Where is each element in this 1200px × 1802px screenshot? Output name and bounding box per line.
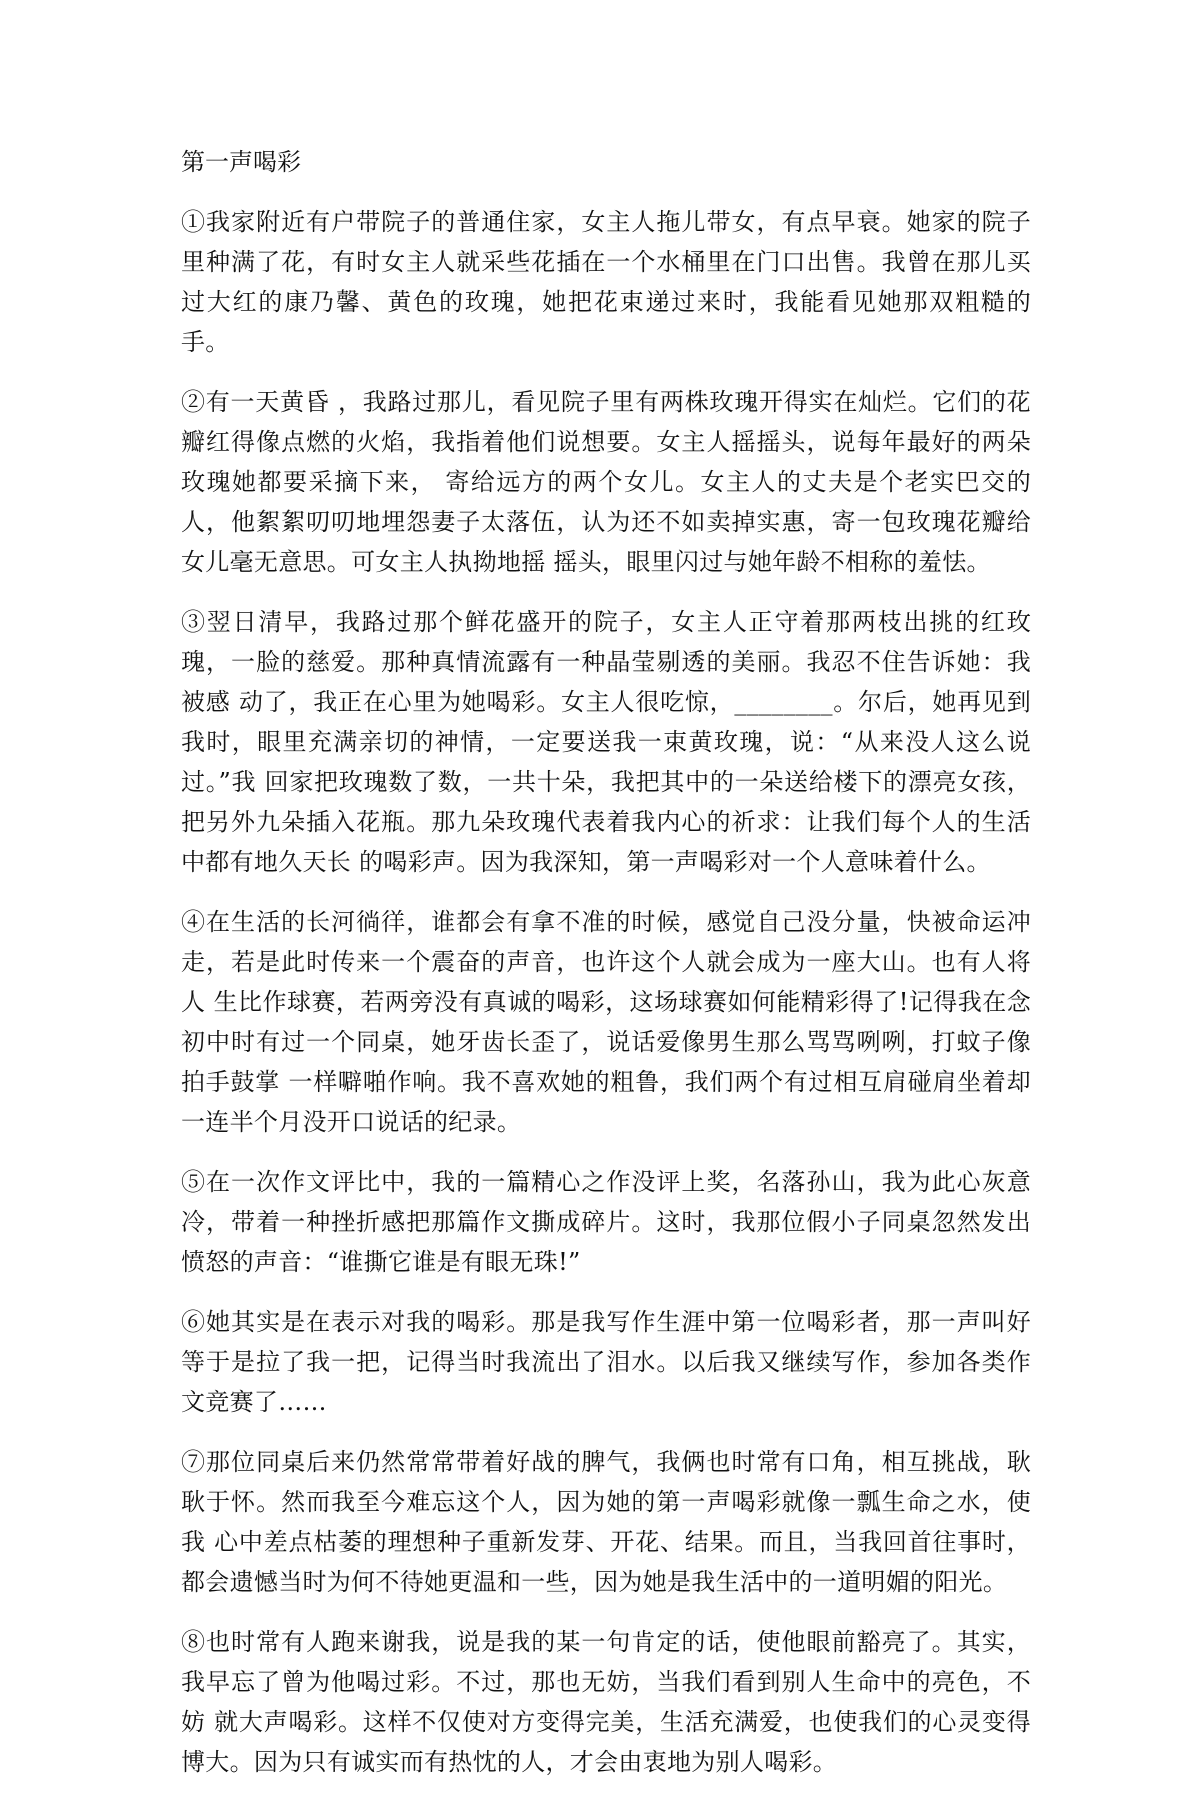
- paragraph-7: ⑦那位同桌后来仍然常常带着好战的脾气，我俩也时常有口角，相互挑战，耿耿于怀。然而我至今难忘这个人，因为她的第一声喝彩就像一瓢生命之水，使我 心中差点枯萎的理想种子重新发芽、开花、结果。而且，当我回首往事时，都会遗憾当时为何不待她更温和一些，因为她是我生活中的一道明媚的阳光。: [181, 1448, 1031, 1596]
- document-body: [181, 142, 1031, 1802]
- paragraph-2: ②有一天黄昏 ，我路过那儿，看见院子里有两株玫瑰开得实在灿烂。它们的花瓣红得像点燃的火焰，我指着他们说想要。女主人摇摇头，说每年最好的两朵玫瑰她都要采摘下来， 寄给远方的两个女儿。女主人的丈夫是个老实巴交的人，他絮絮叨叨地埋怨妻子太落伍，认为还不如卖掉实惠，寄一包玫瑰花瓣给女儿毫无意思。可女主人执拗地摇 摇头，眼里闪过与她年龄不相称的羞怯。: [181, 388, 1031, 576]
- paragraph-8: ⑧也时常有人跑来谢我，说是我的某一句肯定的话，使他眼前豁亮了。其实，我早忘了曾为他喝过彩。不过，那也无妨，当我们看到别人生命中的亮色，不妨 就大声喝彩。这样不仅使对方变得完美，生活充满爱，也使我们的心灵变得博大。因为只有诚实而有热忱的人，才会由衷地为别人喝彩。: [181, 1628, 1031, 1776]
- paragraph-6: ⑥她其实是在表示对我的喝彩。那是我写作生涯中第一位喝彩者，那一声叫好等于是拉了我一把，记得当时我流出了泪水。以后我又继续写作，参加各类作文竞赛了……: [181, 1308, 1031, 1416]
- paragraph-1: ①我家附近有户带院子的普通住家，女主人拖儿带女，有点早衰。她家的院子里种满了花，有时女主人就采些花插在一个水桶里在门口出售。我曾在那儿买过大红的康乃馨、黄色的玫瑰，她把花束递过来时，我能看见她那双粗糙的手。: [181, 208, 1031, 356]
- paragraph-5: ⑤在一次作文评比中，我的一篇精心之作没评上奖，名落孙山，我为此心灰意冷，带着一种挫折感把那篇作文撕成碎片。这时，我那位假小子同桌忽然发出愤怒的声音：“谁撕它谁是有眼无珠!”: [181, 1168, 1031, 1276]
- document-title: 第一声喝彩: [181, 148, 301, 176]
- paragraph-4: ④在生活的长河徜徉，谁都会有拿不准的时候，感觉自己没分量，快被命运冲走，若是此时传来一个震奋的声音，也许这个人就会成为一座大山。也有人将人 生比作球赛，若两旁没有真诚的喝彩，这场球赛如何能精彩得了!记得我在念初中时有过一个同桌，她牙齿长歪了，说话爱像男生那么骂骂咧咧，打蚊子像拍手鼓掌 一样噼啪作响。我不喜欢她的粗鲁，我们两个有过相互肩碰肩坐着却一连半个月没开口说话的纪录。: [181, 908, 1031, 1136]
- paragraph-3: ③翌日清早，我路过那个鲜花盛开的院子，女主人正守着那两枝出挑的红玫瑰，一脸的慈爱。那种真情流露有一种晶莹剔透的美丽。我忍不住告诉她：我被感 动了，我正在心里为她喝彩。女主人很吃惊，________。尔后，她再见到我时，眼里充满亲切的神情，一定要送我一束黄玫瑰，说：“从来没人这么说过。”我 回家把玫瑰数了数，一共十朵，我把其中的一朵送给楼下的漂亮女孩，把另外九朵插入花瓶。那九朵玫瑰代表着我内心的祈求：让我们每个人的生活中都有地久天长 的喝彩声。因为我深知，第一声喝彩对一个人意味着什么。: [181, 608, 1031, 876]
